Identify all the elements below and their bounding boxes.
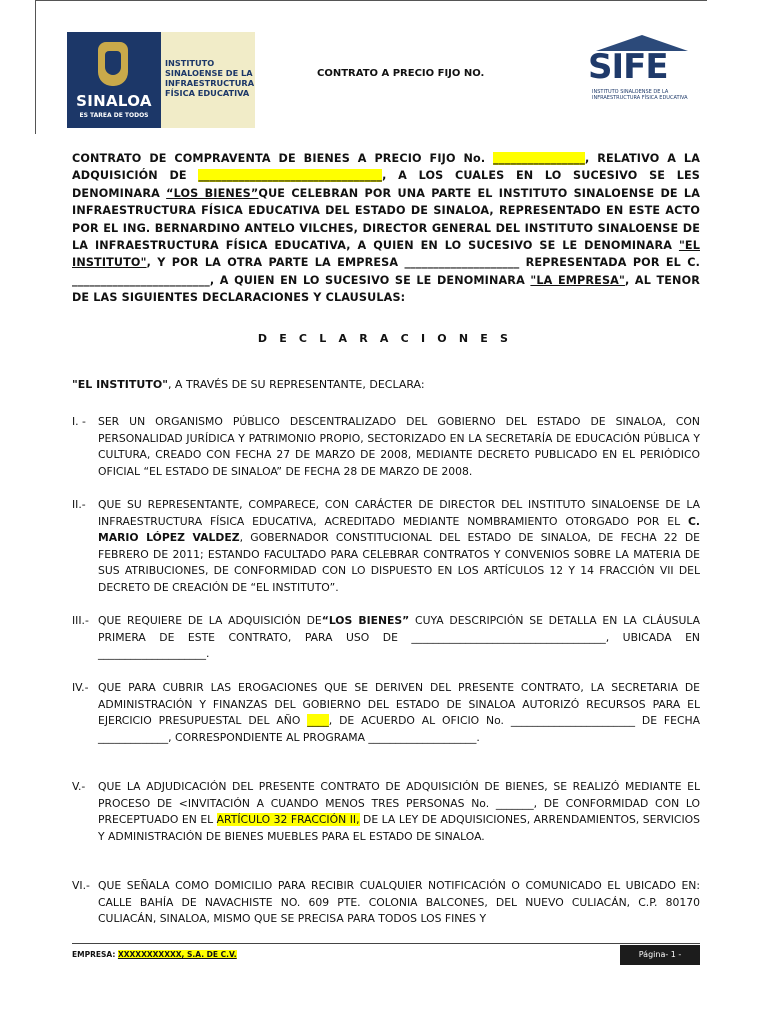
governor-name: C. MARIO LÓPEZ VALDEZ — [98, 514, 700, 545]
declaration-item-3 — [72, 613, 700, 663]
institute-name-block — [161, 32, 255, 128]
company-blank: ____________________ — [404, 256, 520, 270]
el-instituto-term: "EL INSTITUTO" — [72, 239, 700, 270]
sinaloa-tagline: ES TAREA DE TODOS — [79, 112, 149, 119]
item-text-part: CUYA DESCRIPCIÓN SE DETALLA EN LA CLÁUSULA PRIMERA DE ESTE CONTRATO, PARA USO DE ____________________________________, UBICADA EN ____________________. — [98, 614, 700, 661]
item-text-part: , GOBERNADOR CONSTITUCIONAL DEL ESTADO DE SINALOA, DE FECHA 22 DE FEBRERO DE 2011; ESTANDO FACULTADO PARA CELEBRAR CONTRATOS Y CONVENIOS SOBRE LA MATERIA DE SUS ATRIBUCIONES, DE CONFORMIDAD CON LO DISPUESTO EN LOS ARTÍCULOS 12 Y 14 FRACCIÓN VII DEL DECRETO DE CREACIÓN DE “EL INSTITUTO”. — [98, 531, 701, 594]
year-blank: ____ — [307, 714, 329, 728]
item-number: III.- — [72, 614, 89, 627]
contract-intro-paragraph — [72, 150, 700, 307]
contract-number-blank: ________________ — [493, 152, 585, 165]
declaration-item-5 — [72, 779, 700, 845]
institute-line: INSTITUTO — [165, 58, 215, 68]
item-text — [98, 613, 700, 663]
institute-line: FÍSICA EDUCATIVA — [165, 88, 250, 98]
los-bienes-term: “LOS BIENES” — [166, 186, 259, 200]
la-empresa-term: "LA EMPRESA" — [530, 273, 625, 287]
sife-subtitle — [592, 89, 688, 101]
intro-text: QUE CELEBRAN POR UNA PARTE EL INSTITUTO SINALOENSE DE LA INFRAESTRUCTURA FÍSICA EDUCATIVA DEL ESTADO DE SINALOA, REPRESENTADO EN ESTE ACTO POR EL ING. BERNARDINO ANTELO VILCHES, DIRECTOR GENERAL DEL INSTITUTO SINALOENSE DE LA INFRAESTRUCTURA FÍSICA EDUCATIVA, A QUIEN EN LO SUCESIVO SE LE DENOMINARA — [72, 186, 701, 253]
item-text-part: QUE REQUIERE DE LA ADQUISICIÓN DE — [98, 614, 322, 627]
item-text — [98, 779, 700, 845]
article-reference: ARTÍCULO 32 FRACCIÓN II, — [216, 813, 360, 827]
instituto-declares-line — [72, 378, 425, 391]
header-title: CONTRATO A PRECIO FIJO NO. — [317, 68, 485, 79]
representative-blank: ________________________ — [72, 273, 210, 287]
footer-company-name: XXXXXXXXXXX, S.A. DE C.V. — [117, 950, 237, 959]
intro-text: , A QUIEN EN LO SUCESIVO SE LE DENOMINARA — [209, 273, 531, 287]
instituto-line-text: , A TRAVÉS DE SU REPRESENTANTE, DECLARA: — [167, 378, 425, 391]
item-text: SER UN ORGANISMO PÚBLICO DESCENTRALIZADO DEL GOBIERNO DEL ESTADO DE SINALOA, CON PERSONALIDAD JURÍDICA Y PATRIMONIO PROPIO, SECTORIZADO EN LA SECRETARÍA DE EDUCACIÓN PÚBLICA Y CULTURA, CREADO CON FECHA 27 DE MARZO DE 2008, MEDIANTE DECRETO PUBLICADO EN EL PERIÓDICO OFICIAL “EL ESTADO DE SINALOA” DE FECHA 28 DE MARZO DE 2008. — [98, 415, 700, 478]
sinaloa-brand: SINALOA — [76, 92, 152, 110]
item-number: I. - — [72, 415, 86, 428]
footer-company — [72, 950, 237, 959]
intro-text: , RELATIVO A LA ADQUISICIÓN DE — [72, 152, 700, 183]
item-text-part: , DE ACUERDO AL OFICIO No. _______________________ DE FECHA _____________, CORRESPONDIENTE AL PROGRAMA ____________________. — [98, 714, 700, 744]
los-bienes-term: “LOS BIENES” — [321, 614, 410, 627]
intro-text: , Y POR LA OTRA PARTE LA EMPRESA — [146, 256, 405, 270]
sife-brand: SIFE — [588, 47, 668, 87]
frame-top-line — [35, 0, 707, 1]
institute-line: INFRAESTRUCTURA — [165, 78, 255, 88]
acquisition-blank: ________________________________ — [198, 169, 383, 183]
sife-subtitle-line: INFRAESTRUCTURA FÍSICA EDUCATIVA — [592, 95, 688, 101]
item-text-part: QUE LA ADJUDICACIÓN DEL PRESENTE CONTRATO DE ADQUISICIÓN DE BIENES, SE REALIZÓ MEDIANTE EL PROCESO DE <INVITACIÓN A CUANDO MENOS TRES PERSONAS No. _______, DE CONFORMIDAD CON LO PRECEPTUADO EN EL — [98, 780, 700, 827]
frame-left-line — [35, 0, 36, 134]
item-text-part: QUE SU REPRESENTANTE, COMPARECE, CON CARÁCTER DE DIRECTOR DEL INSTITUTO SINALOENSE DE LA INFRAESTRUCTURA FÍSICA EDUCATIVA, ACREDITADO MEDIANTE NOMBRAMIENTO OTORGADO POR EL — [98, 498, 700, 528]
footer-label: EMPRESA: — [72, 950, 118, 959]
intro-text: , AL TENOR DE LAS SIGUIENTES DECLARACIONES Y CLAUSULAS: — [72, 273, 700, 305]
declaration-item-6 — [72, 878, 700, 928]
item-text — [98, 497, 700, 597]
sife-logo — [588, 35, 700, 107]
item-text-part: DE LA LEY DE ADQUISICIONES, ARRENDAMIENTOS, SERVICIOS Y ADMINISTRACIÓN DE BIENES MUEBLES PARA EL ESTADO DE SINALOA. — [98, 813, 700, 843]
item-text — [98, 680, 700, 746]
declaration-item-2 — [72, 497, 700, 597]
page-number-badge: Página- 1 - — [620, 945, 700, 965]
item-number: IV.- — [72, 681, 89, 694]
institute-line: SINALOENSE DE LA — [165, 68, 253, 78]
item-number: II.- — [72, 498, 86, 511]
sife-subtitle-line: INSTITUTO SINALOENSE DE LA — [592, 89, 669, 95]
item-text: QUE SEÑALA COMO DOMICILIO PARA RECIBIR CUALQUIER NOTIFICACIÓN O COMUNICADO EL UBICADO EN: CALLE BAHÍA DE NAVACHISTE NO. 609 PTE. COLONIA BALCONES, DEL NUEVO CULIACÁN, C.P. 80170 CULIACÁN, SINALOA, MISMO QUE SE PRECISA PARA TODOS LOS FINES Y — [98, 879, 700, 926]
instituto-term: "EL INSTITUTO" — [72, 378, 168, 391]
intro-text: , A LOS CUALES EN LO SUCESIVO SE LES DENOMINARA — [72, 169, 700, 200]
declarations-heading: D E C L A R A C I O N E S — [257, 332, 513, 345]
declaration-item-1 — [72, 414, 700, 480]
item-number: VI.- — [72, 879, 90, 892]
footer-divider — [72, 943, 700, 944]
sinaloa-logo — [67, 32, 255, 128]
item-number: V.- — [72, 780, 86, 793]
sinaloa-brand-block — [67, 32, 161, 128]
item-text-part: QUE PARA CUBRIR LAS EROGACIONES QUE SE DERIVEN DEL PRESENTE CONTRATO, LA SECRETARIA DE ADMINISTRACIÓN Y FINANZAS DEL GOBIERNO DEL ESTADO DE SINALOA AUTORIZÓ RECURSOS PARA EL EJERCICIO PRESUPUESTAL DEL AÑO — [98, 681, 700, 728]
intro-text: REPRESENTADA POR EL C. — [519, 256, 700, 270]
coat-of-arms-icon — [98, 42, 128, 86]
declaration-item-4 — [72, 680, 700, 746]
intro-text: CONTRATO DE COMPRAVENTA DE BIENES A PRECIO FIJO No. — [72, 152, 494, 165]
